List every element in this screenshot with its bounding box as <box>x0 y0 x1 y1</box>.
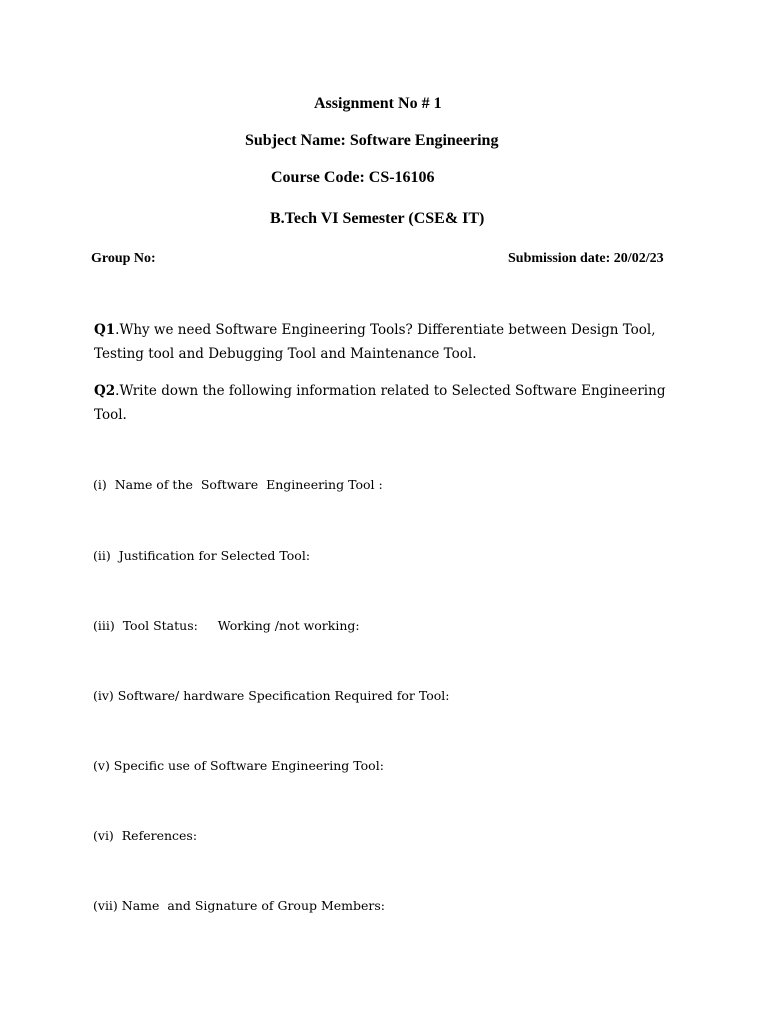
submission-date: Submission date: 20/02/23 <box>508 251 664 266</box>
item-specific-use: (v) Specific use of Software Engineering Tool: <box>93 758 384 773</box>
item-justification: (ii) Justification for Selected Tool: <box>93 548 311 563</box>
question-number: Q1 <box>94 322 116 338</box>
item-specification: (iv) Software/ hardware Specification Required for Tool: <box>93 688 450 703</box>
question-text: .Why we need Software Engineering Tools? Differentiate between Design Tool, Testing tool and Debugging Tool and Maintenance Tool. <box>94 322 656 362</box>
item-tool-status: (iii) Tool Status: Working /not working: <box>93 618 360 633</box>
item-group-members: (vii) Name and Signature of Group Members: <box>93 898 386 913</box>
group-number-label: Group No: <box>91 251 156 266</box>
semester-line: B.Tech VI Semester (CSE& IT) <box>270 210 485 227</box>
subject-name: Subject Name: Software Engineering <box>245 132 499 149</box>
course-code: Course Code: CS-16106 <box>271 169 435 186</box>
question-number: Q2 <box>94 383 116 399</box>
question-2 <box>94 379 684 427</box>
question-1 <box>94 318 684 366</box>
item-references: (vi) References: <box>93 828 198 843</box>
assignment-title: Assignment No # 1 <box>314 95 442 112</box>
item-tool-name: (i) Name of the Software Engineering Tool : <box>93 477 383 492</box>
question-text: .Write down the following information related to Selected Software Engineering Tool. <box>94 383 666 423</box>
